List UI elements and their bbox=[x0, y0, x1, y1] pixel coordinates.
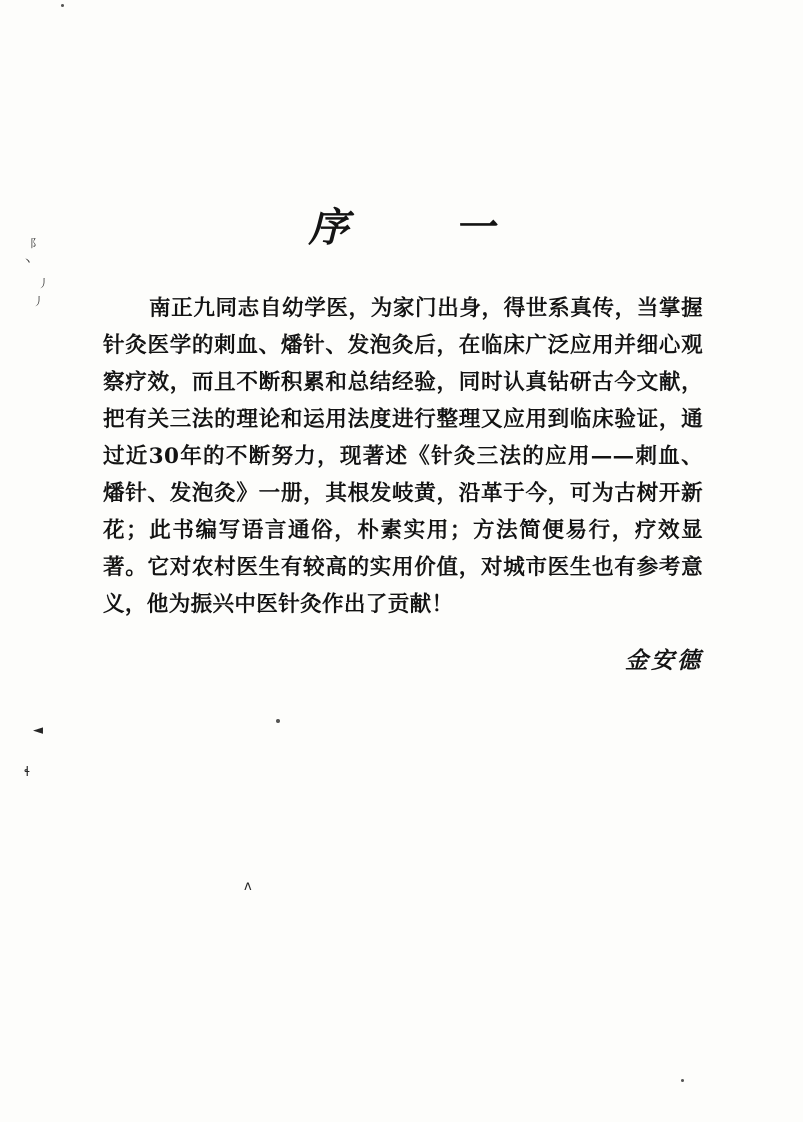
page-title: 序 一 bbox=[308, 204, 541, 251]
preface-paragraph: 南正九同志自幼学医，为家门出身，得世系真传，当掌握针灸医学的刺血、燔针、发泡灸后，在临床广泛应用并细心观察疗效，而且不断积累和总结经验，同时认真钻研古今文献，把有关三法的理论和运用法度进行整理又应用到临床验证，通过近30年的不断努力，现著述《针灸三法的应用——刺血、燔针、发泡灸》一册，其根发岐黄，沿革于今，可为古树开新花；此书编写语言通俗，朴素实用；方法简便易行，疗效显著。它对农村医生有较高的实用价值，对城市医生也有参考意义，他为振兴中医针灸作出了贡献！ bbox=[103, 296, 703, 617]
margin-mark-left-bottom: ɬ bbox=[24, 765, 31, 780]
margin-mark-center-bottom: ʌ bbox=[244, 879, 252, 894]
margin-mark-left-lower-2: 丿 bbox=[33, 295, 44, 308]
margin-mark-left-middle: 丶 bbox=[22, 255, 33, 268]
scan-speckle bbox=[61, 4, 64, 7]
preface-body bbox=[103, 290, 703, 623]
margin-mark-arrow-icon: ◄ bbox=[33, 723, 43, 738]
scan-speckle bbox=[681, 1079, 684, 1082]
scan-speckle bbox=[276, 719, 280, 723]
margin-mark-left-lower: 丿 bbox=[38, 277, 49, 290]
margin-mark-left-top: 阝 bbox=[30, 237, 41, 250]
author-signature: 金安德 bbox=[625, 647, 703, 674]
